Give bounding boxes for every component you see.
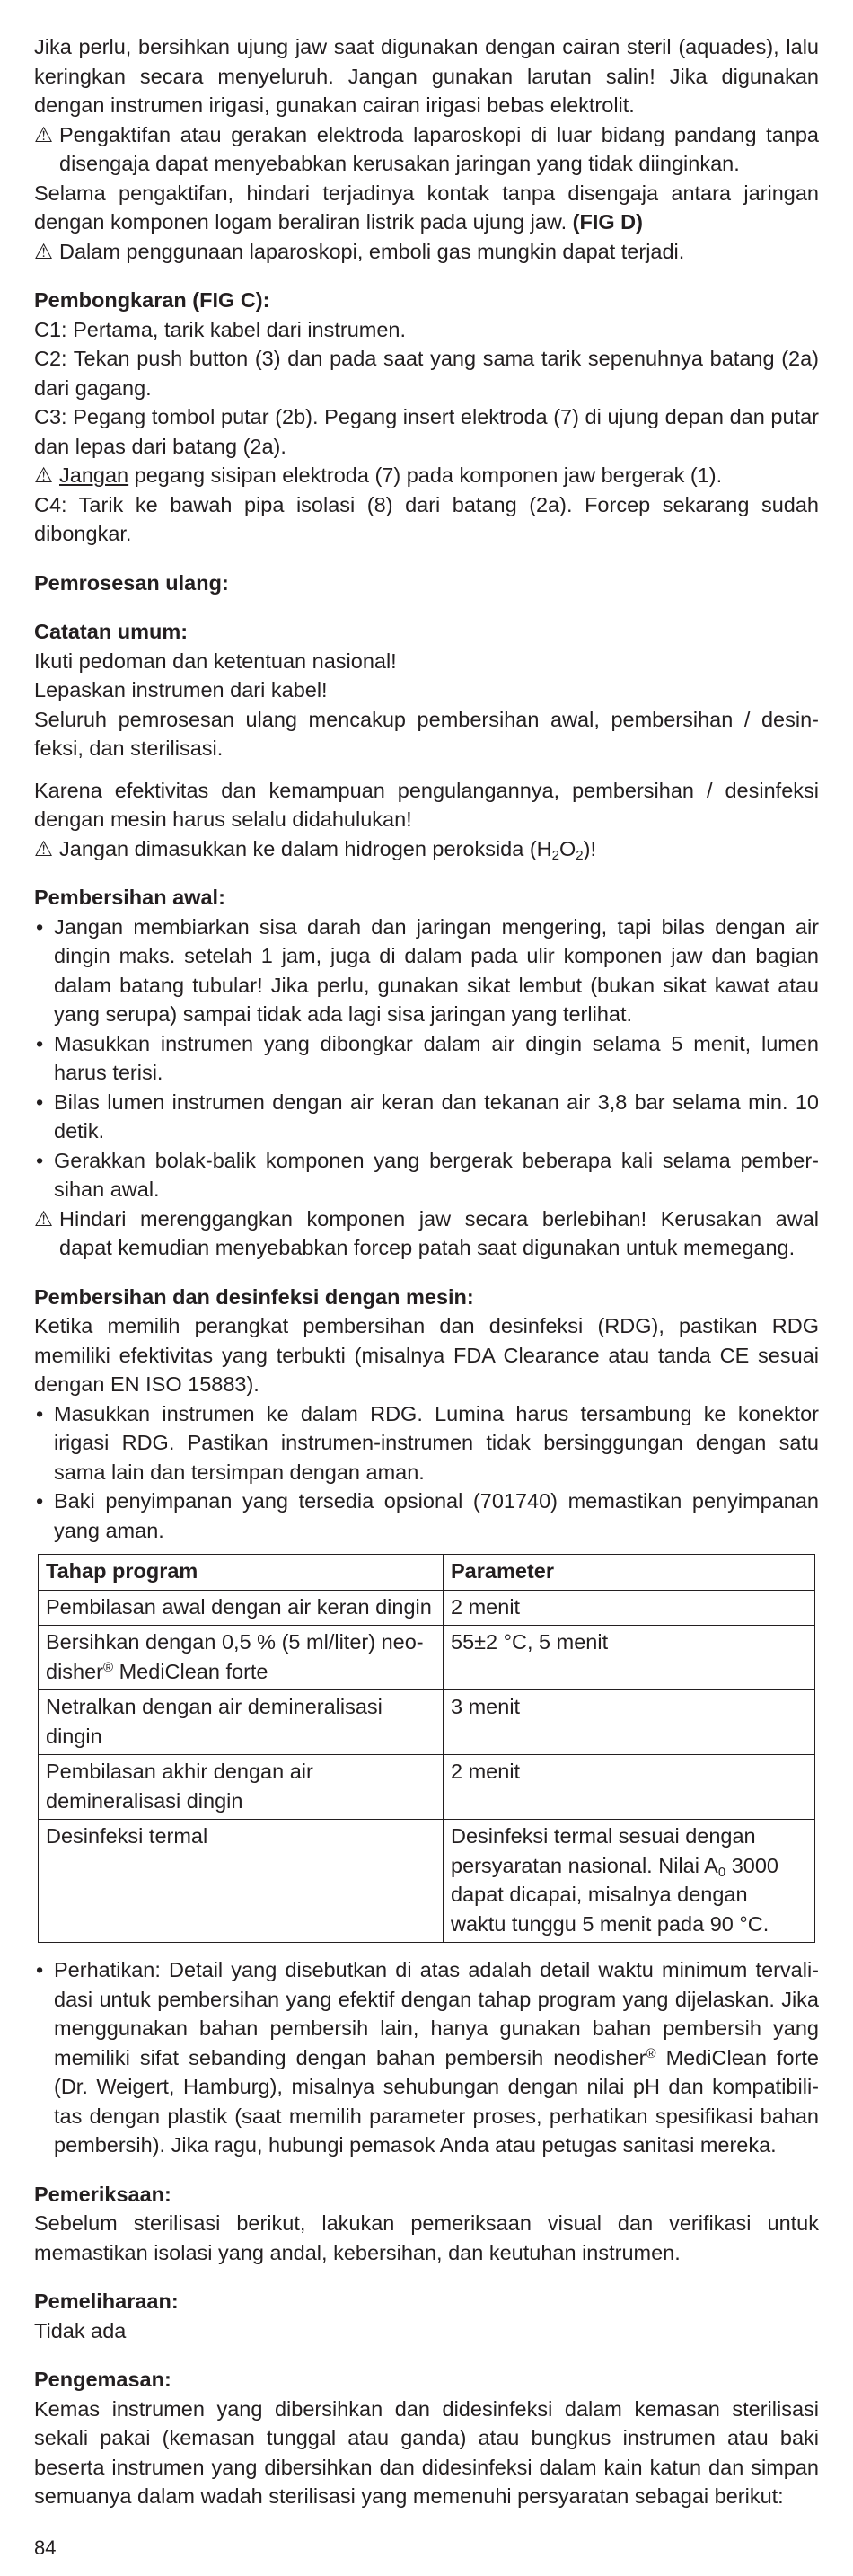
machine-note-list [34,1955,819,2160]
cell-parameter [444,1820,815,1943]
warning-gas-embolism [34,237,819,267]
maintenance-text: Tidak ada [34,2318,127,2342]
column-header-step: Tahap program [39,1555,444,1591]
section-title-maintenance: Pemeliharaan: [34,2289,179,2313]
section-title-machine-cleaning: Pembersihan dan desinfeksi dengan mesin: [34,1284,474,1309]
cell-parameter: 3 menit [444,1690,815,1755]
subscript: 2 [576,847,584,863]
step-c2: C2: Tekan push button (3) dan pada saat yang sama tarik sepenuhnya batang (2a) dari gagang. [34,347,819,400]
warning-icon: ⚠ [34,463,54,487]
table-row [39,1590,815,1626]
section-title-disassembly: Pembongkaran (FIG C): [34,288,270,312]
list-item: • Masukkan instrumen ke dalam RDG. Lumina harus tersambung ke konektor irigasi RDG. Pastikan instrumen-instrumen tidak bersinggungan dengan satu sama lain dan tersimpan dengan aman. [34,1399,819,1487]
packaging-text: Kemas instrumen yang dibersihkan dan didesinfeksi dalam kemasan sterilisasi sekali pakai (kemasan tunggal atau ganda) atau bungkus instrumen atau baki beserta instrumen yang dibersihkan dan didesinfeksi dalam kain katun dan simpan semuanya dalam wadah sterilisasi yang memenuhi persyaratan sebagai berikut: [34,2396,819,2508]
machine-list [34,1399,819,1546]
precleaning-list [34,913,819,1204]
formula-close: )! [583,836,596,860]
cell-parameter: 55±2 °C, 5 menit [444,1626,815,1690]
cell-step: Pembilasan awal dengan air keran dingin [39,1590,444,1626]
cell-parameter-text: 3000 dapat dicapai, misalnya dengan waktu tunggu 5 menit pada 90 °C. [451,1853,778,1936]
warning-icon: ⚠ [34,1206,54,1231]
intro-paragraph-2-text: Selama pengaktifan, hindari terjadinya kontak tanpa disengaja antara jaringan dengan komponen logam beraliran listrik pada ujung jaw. [34,181,819,234]
warning-text: Hindari merenggangkan komponen jaw secara berlebihan! Kerusakan awal dapat kemudian menyebabkan forcep patah saat digunakan untuk memegang. [59,1206,819,1259]
warning-text: Pengaktifan atau gerakan elektroda laparoskopi di luar bidang pandang tanpa disengaja dapat menyebabkan kerusakan jaringan yang tidak diinginkan. [59,122,819,175]
warning-icon: ⚠ [34,836,54,860]
general-note-3: Seluruh pemrosesan ulang mencakup pembersihan awal, pembersihan / desin-feksi, dan sterilisasi. [34,707,819,760]
warning-laparoscopic-activation [34,120,819,179]
cell-step: Netralkan dengan air demineralisasi dingin [39,1690,444,1755]
cell-step-text: MediClean forte [113,1659,268,1683]
column-header-parameter: Parameter [444,1555,815,1591]
list-item: • Jangan membiarkan sisa darah dan jaringan mengering, tapi bilas dengan air dingin maks. setelah 1 jam, juga di dalam pada ulir komponen jaw dan bagian dalam batang tubular! Jika perlu, gunakan sikat lembut (bukan sikat kawat atau yang serupa) sampai tidak ada lagi sisa jaringan yang terlihat. [34,913,819,1029]
figure-reference: (FIG D) [572,210,643,234]
subscript: 2 [551,847,559,863]
step-c3: C3: Pegang tombol putar (2b). Pegang insert elektroda (7) di ujung depan dan putar dan lepas dari batang (2a). [34,405,819,458]
intro-paragraph-2 [34,179,819,237]
intro-paragraph-1: Jika perlu, bersihkan ujung jaw saat digunakan dengan cairan steril (aquades), lalu keringkan secara menyeluruh. Jangan gunakan larutan salin! Jika digunakan dengan instrumen irigasi, gunakan cairan irigasi bebas elektrolit. [34,35,819,117]
warning-electrode-insert [34,461,819,490]
section-title-reprocessing: Pemrosesan ulang: [34,570,229,595]
table-header-row [39,1555,815,1591]
note-text: Perhatikan: Detail yang disebutkan di atas adalah detail waktu minimum tervali-dasi untuk pembersihan yang efektif dengan tahap program yang dijelaskan. Jika menggunakan bahan pembersih lain, hanya gunakan bahan pembersih yang memiliki sifat sebanding dengan bahan pembersih neodisher [54,1958,819,2069]
table-row [39,1820,815,1943]
warning-text: Jangan dimasukkan ke dalam hidrogen peroksida (H [59,836,552,860]
cell-parameter: 2 menit [444,1590,815,1626]
warning-hydrogen-peroxide [34,834,819,864]
list-item-note [34,1955,819,2160]
list-item: • Bilas lumen instrumen dengan air keran dan tekanan air 3,8 bar selama min. 10 detik. [34,1088,819,1146]
section-title-packaging: Pengemasan: [34,2368,171,2391]
general-note-2: Lepaskan instrumen dari kabel! [34,678,328,701]
warning-underlined-word: Jangan [59,463,129,487]
section-title-precleaning: Pembersihan awal: [34,886,225,909]
subsection-title-general-notes: Catatan umum: [34,620,189,643]
table-row [39,1755,815,1820]
list-item: • Baki penyimpanan yang tersedia opsional (701740) memastikan penyimpanan yang aman. [34,1486,819,1545]
general-note-4: Karena efektivitas dan kemampuan pengulangannya, pembersihan / desinfeksi dengan mesin harus selalu didahulukan! [34,778,819,831]
document-body [34,32,819,2511]
registered-mark: ® [103,1659,114,1675]
formula-text: O [559,836,576,860]
table-row [39,1690,815,1755]
general-note-1: Ikuti pedoman dan ketentuan nasional! [34,648,397,673]
cell-parameter: 2 menit [444,1755,815,1820]
machine-paragraph-1: Ketika memilih perangkat pembersihan dan desinfeksi (RDG), pastikan RDG memiliki efektivitas yang terbukti (misalnya FDA Clearance atau tanda CE sesuai dengan EN ISO 15883). [34,1314,819,1396]
program-table [38,1554,815,1943]
inspection-text: Sebelum sterilisasi berikut, lakukan pemeriksaan visual dan verifikasi untuk memastikan isolasi yang andal, kebersihan, dan keutuhan instrumen. [34,2211,819,2264]
cell-step: Desinfeksi termal [39,1820,444,1943]
list-item: • Gerakkan bolak-balik komponen yang bergerak beberapa kali selama pember-sihan awal. [34,1146,819,1204]
warning-icon: ⚠ [34,122,54,146]
cell-parameter-text: Desinfeksi termal sesuai dengan persyaratan nasional. Nilai A [451,1824,756,1877]
warning-jaw-overstretch [34,1204,819,1263]
table-row [39,1626,815,1690]
step-c4: C4: Tarik ke bawah pipa isolasi (8) dari batang (2a). Forcep sekarang sudah dibongkar. [34,492,819,545]
note-text: MediClean forte (Dr. Weigert, Hamburg), misalnya sehubungan dengan nilai pH dan kompatibili-tas dengan plastik (saat memilih parameter proses, perhatikan spesifikasi bahan pembersih). Jika ragu, hubungi pemasok Anda atau petugas sanitasi mereka. [54,2045,819,2157]
warning-icon: ⚠ [34,239,54,263]
warning-text: pegang sisipan elektroda (7) pada komponen jaw bergerak (1). [128,463,723,487]
registered-mark: ® [646,2045,656,2061]
cell-step [39,1626,444,1690]
cell-step-text: Bersihkan dengan 0,5 % (5 ml/liter) neo-disher [46,1630,424,1683]
cell-step: Pembilasan akhir dengan air demineralisasi dingin [39,1755,444,1820]
warning-text: Dalam penggunaan laparoskopi, emboli gas mungkin dapat terjadi. [59,239,685,263]
page-number: 84 [34,2536,57,2559]
list-item: • Masukkan instrumen yang dibongkar dalam air dingin selama 5 menit, lumen harus terisi. [34,1029,819,1088]
section-title-inspection: Pemeriksaan: [34,2182,171,2206]
subscript: 0 [717,1864,726,1880]
step-c1: C1: Pertama, tarik kabel dari instrumen. [34,317,407,341]
